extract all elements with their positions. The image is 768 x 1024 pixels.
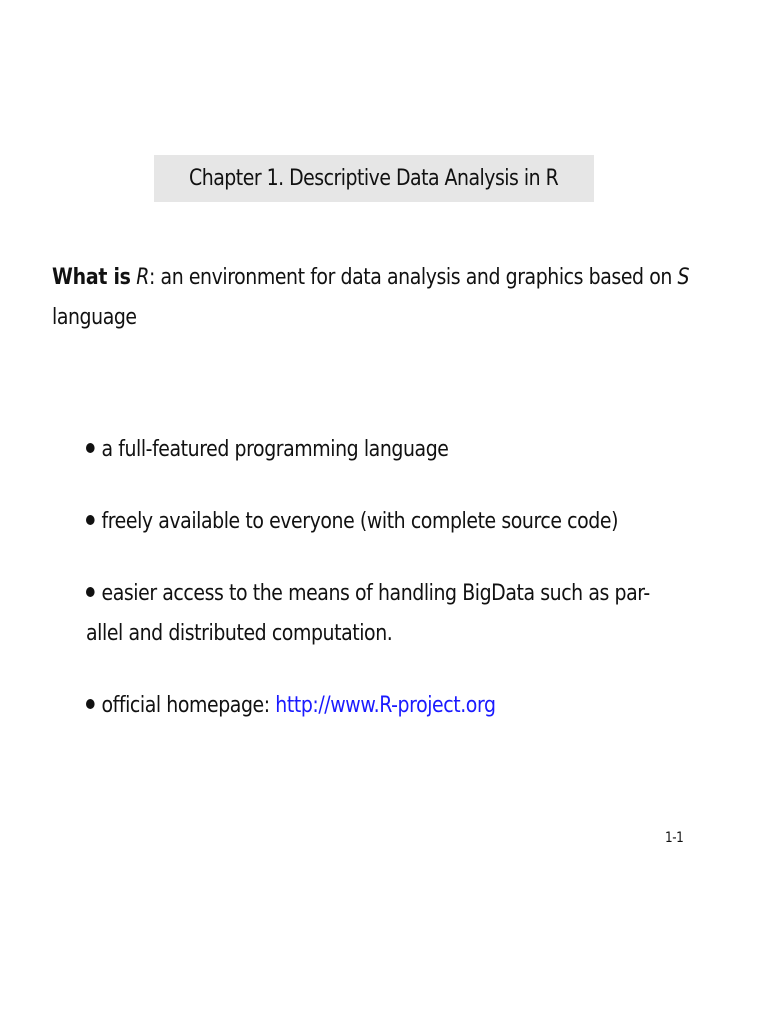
- bullet-dot-icon: [86, 587, 95, 597]
- list-item: [86, 502, 757, 542]
- intro-text-line2: language: [52, 305, 137, 330]
- bullet-dot-icon: [86, 699, 95, 709]
- bullet-text: a full-featured programming language: [101, 437, 449, 462]
- bullet-text-line2: allel and distributed computation.: [86, 621, 393, 646]
- homepage-link[interactable]: http://www.R-project.org: [275, 693, 496, 718]
- list-item: [86, 574, 757, 654]
- bullet-list: [86, 430, 757, 758]
- page-title: Chapter 1. Descriptive Data Analysis in R: [189, 166, 559, 191]
- bullet-text: freely available to everyone (with complete source code): [101, 509, 619, 534]
- bullet-text: easier access to the means of handling BigData such as par-: [101, 581, 650, 606]
- page-number: 1-1: [665, 830, 684, 846]
- intro-paragraph: [52, 258, 714, 338]
- intro-text: : an environment for data analysis and graphics based on: [149, 265, 672, 290]
- bullet-dot-icon: [86, 443, 95, 453]
- title-box: [154, 155, 594, 202]
- intro-lead: What is: [52, 265, 131, 290]
- bullet-dot-icon: [86, 515, 95, 525]
- intro-s-name: S: [677, 265, 690, 290]
- intro-r-name: R: [136, 265, 150, 290]
- list-item: [86, 430, 757, 470]
- homepage-label: official homepage:: [101, 693, 270, 718]
- list-item: [86, 686, 757, 726]
